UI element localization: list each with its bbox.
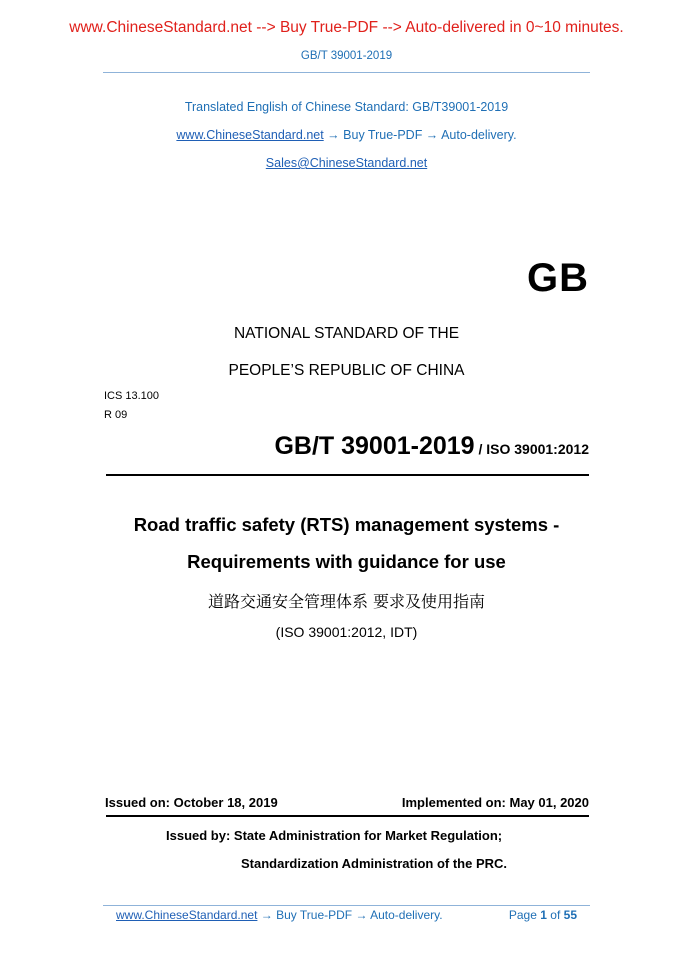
title-chinese: 道路交通安全管理体系 要求及使用指南 <box>207 592 486 611</box>
issued-by-line-1: Issued by: State Administration for Market Regulation; <box>166 828 503 843</box>
title-line-1: Road traffic safety (RTS) management systems - <box>133 514 560 535</box>
site-link[interactable]: www.ChineseStandard.net <box>176 128 324 142</box>
page-label: Page <box>508 908 537 922</box>
page-total: 55 <box>563 908 577 922</box>
sales-email-line <box>0 156 693 170</box>
national-line-2: PEOPLE’S REPUBLIC OF CHINA <box>228 362 465 379</box>
iso-idt: (ISO 39001:2012, IDT) <box>275 624 418 640</box>
national-line-1: NATIONAL STANDARD OF THE <box>233 325 460 342</box>
standard-number: GB/T 39001-2019 <box>274 432 475 460</box>
issued-on: Issued on: October 18, 2019 <box>105 795 278 810</box>
standard-number-line <box>274 432 589 461</box>
top-banner[interactable]: www.ChineseStandard.net --> Buy True-PDF --> Auto-delivered in 0~10 minutes. <box>69 19 624 36</box>
ics-code: ICS 13.100 <box>104 390 160 402</box>
title-divider <box>106 474 589 476</box>
gb-mark: GB <box>527 256 589 300</box>
footer-link-line <box>116 908 443 922</box>
implemented-on: Implemented on: May 01, 2020 <box>401 795 589 810</box>
header-divider <box>103 72 590 73</box>
footer-link-rest: → Buy True-PDF → Auto-delivery. <box>257 908 443 922</box>
iso-equivalent: / ISO 39001:2012 <box>474 441 589 457</box>
issued-by-line-2: Standardization Administration of the PRC. <box>241 856 508 871</box>
sales-email-link[interactable]: Sales@ChineseStandard.net <box>265 156 428 170</box>
page-number: 1 <box>540 908 547 922</box>
site-link-line <box>0 128 693 142</box>
footer-divider <box>103 905 590 906</box>
header-code: GB/T 39001-2019 <box>300 50 393 62</box>
page-indicator <box>509 908 577 922</box>
title-line-2: Requirements with guidance for use <box>187 551 506 572</box>
site-link-rest: → Buy True-PDF → Auto-delivery. <box>323 128 517 142</box>
of-label: of <box>550 908 561 922</box>
translated-line: Translated English of Chinese Standard: GB/T39001-2019 <box>184 100 509 114</box>
dates-divider <box>106 815 589 817</box>
footer-site-link[interactable]: www.ChineseStandard.net <box>116 908 258 922</box>
r-code: R 09 <box>104 409 128 421</box>
